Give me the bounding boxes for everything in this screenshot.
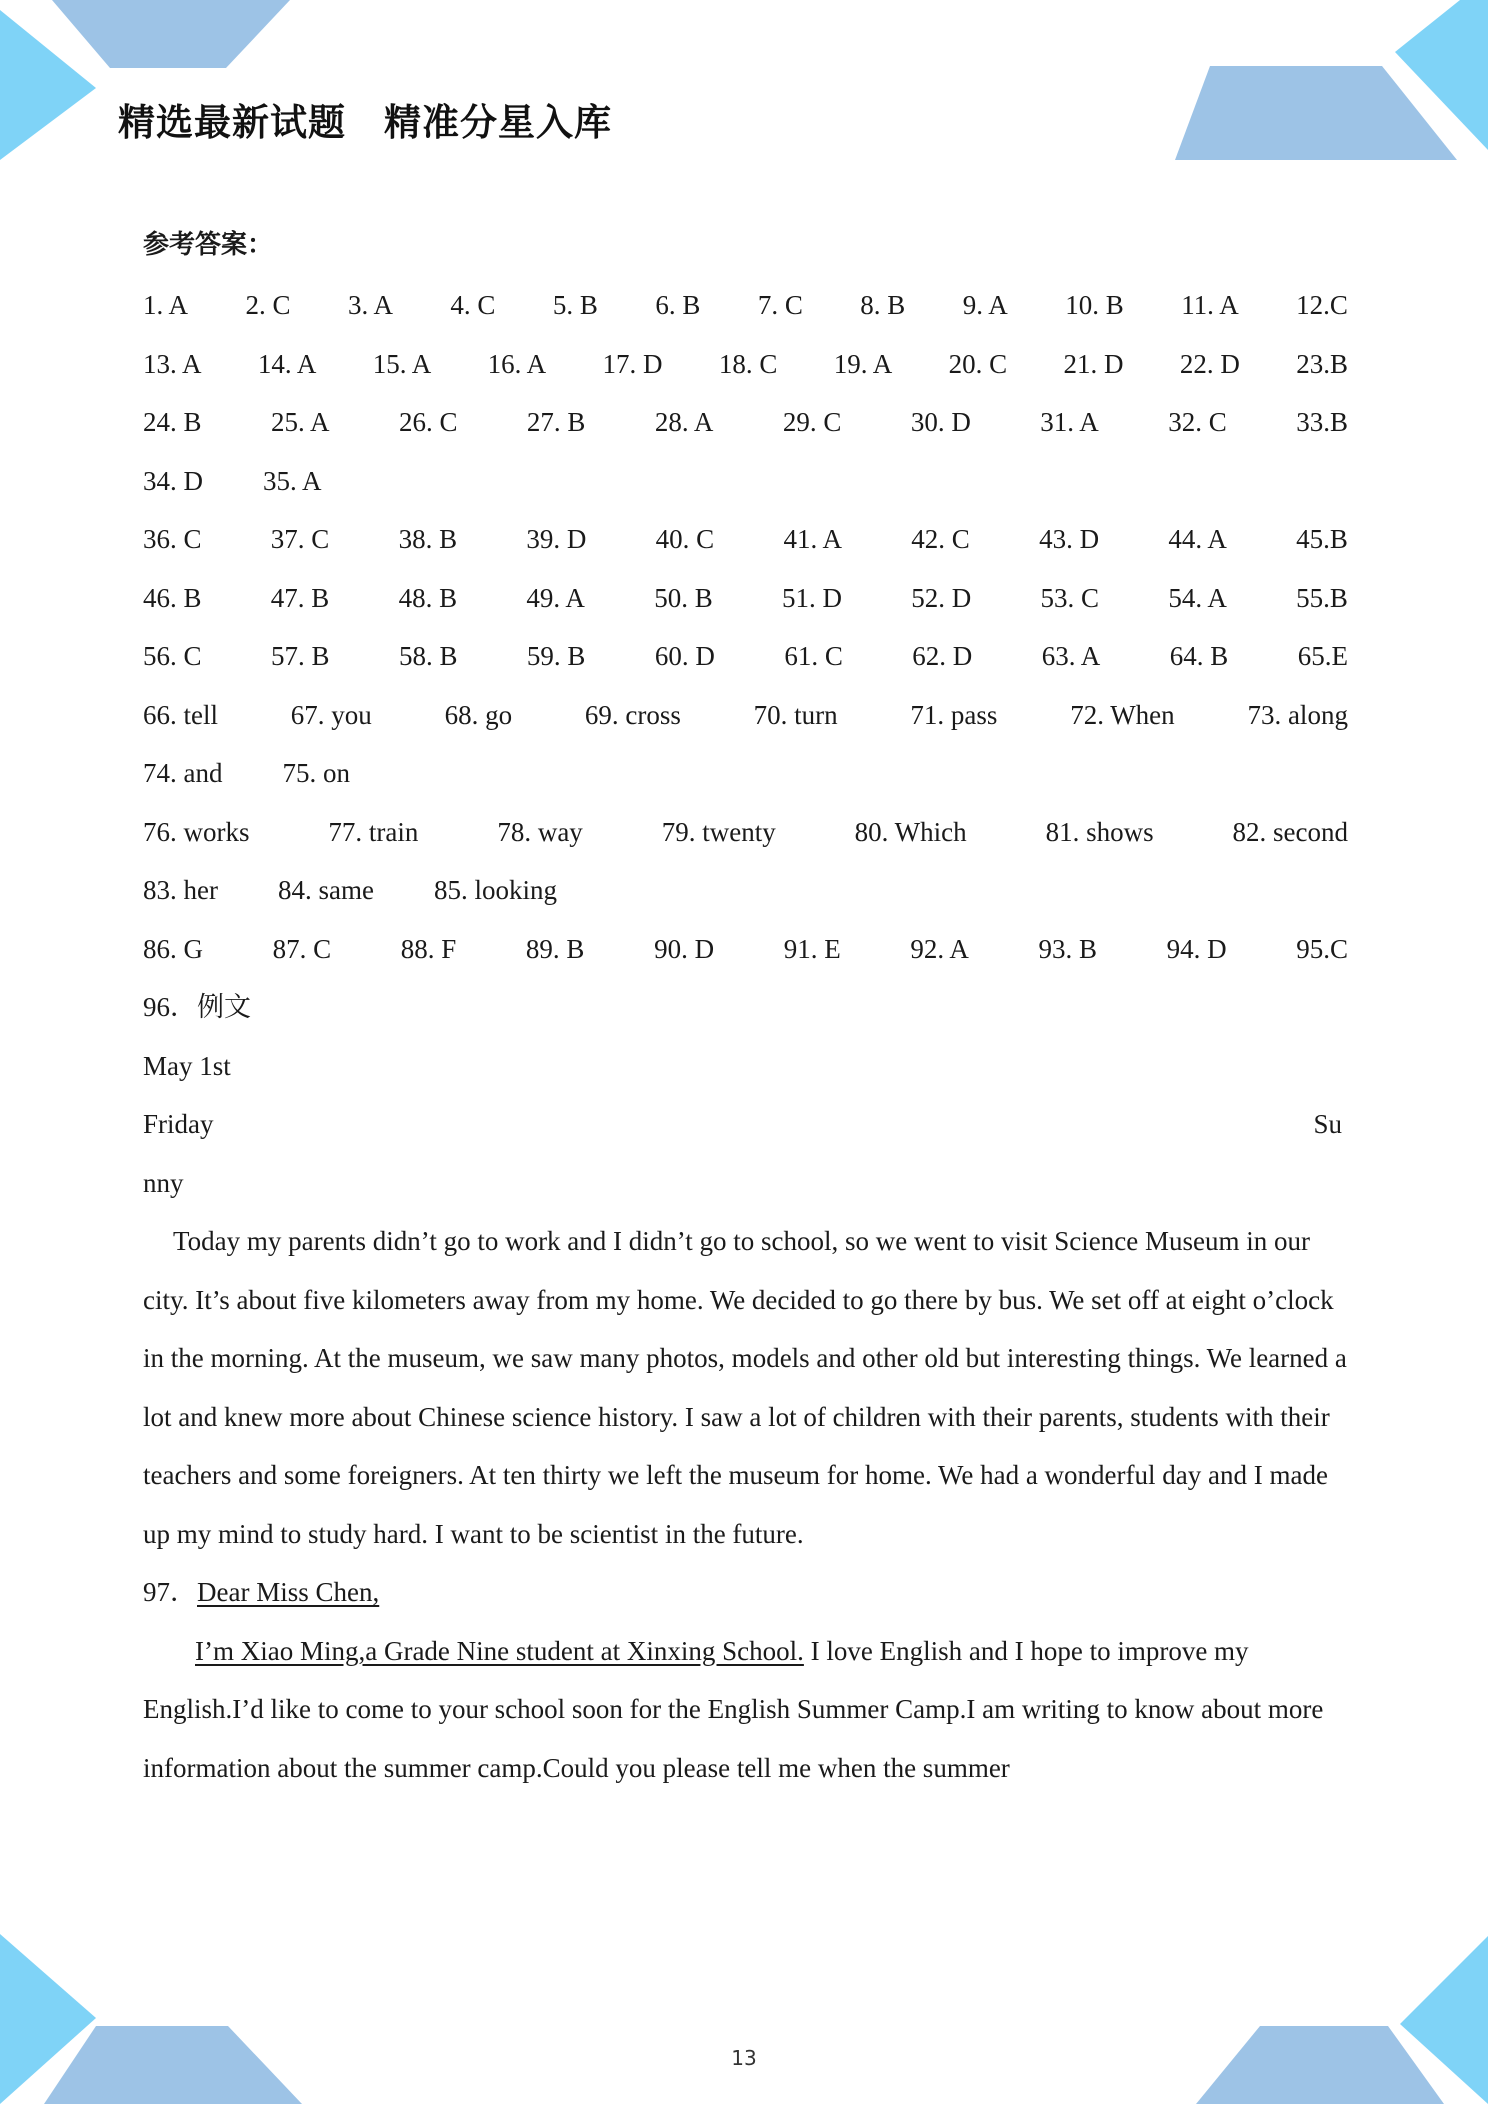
answer-item: 95.C xyxy=(1296,933,1348,964)
bottom-left-decoration xyxy=(0,1934,302,2104)
answer-item: 71. pass xyxy=(910,699,998,730)
answer-item: 36. C xyxy=(143,524,202,554)
answer-item: 21. D xyxy=(1063,348,1124,379)
answer-item: 46. B xyxy=(143,582,202,613)
answer-item: 65.E xyxy=(1297,641,1348,671)
answer-item: 66. tell xyxy=(143,699,218,730)
answer-item: 79. twenty xyxy=(661,816,776,847)
answer-item: 68. go xyxy=(444,699,513,730)
answer-item: 17. D xyxy=(602,348,663,379)
answer-item: 67. you xyxy=(290,699,372,730)
answer-item: 94. D xyxy=(1166,933,1227,964)
answer-item: 37. C xyxy=(270,524,330,554)
answer-item: 76. works xyxy=(143,816,250,847)
answer-item: 27. B xyxy=(526,407,586,437)
answer-item: 25. A xyxy=(270,407,330,437)
answer-item: 51. D xyxy=(781,582,842,613)
answer-item: 28. A xyxy=(654,407,714,437)
answer-row xyxy=(143,569,1348,628)
page-number: 13 xyxy=(731,2046,757,2070)
answer-item: 11. A xyxy=(1181,290,1239,320)
letter-97-salutation: Dear Miss Chen, xyxy=(197,1577,380,1607)
answer-item: 40. C xyxy=(655,524,715,554)
answer-item: 54. A xyxy=(1168,582,1227,613)
answer-row xyxy=(143,393,1348,452)
top-left-bar xyxy=(52,0,290,68)
answer-item: 52. D xyxy=(911,582,972,613)
answer-item: 18. C xyxy=(718,348,778,379)
answer-item: 57. B xyxy=(270,641,330,671)
answer-row xyxy=(143,686,1348,745)
header-title-part1: 精选最新试题 xyxy=(118,101,346,144)
answer-item: 19. A xyxy=(833,348,893,379)
answer-item: 90. D xyxy=(654,933,715,964)
top-right-trapezoid xyxy=(1175,66,1457,160)
answer-item: 1. A xyxy=(143,290,189,320)
answer-row xyxy=(143,861,1348,920)
answer-item: 20. C xyxy=(948,348,1008,379)
answer-item: 69. cross xyxy=(584,699,681,730)
answer-item: 32. C xyxy=(1168,407,1227,437)
essay-96-label: 96．例文 xyxy=(143,992,251,1022)
answer-item: 44. A xyxy=(1168,524,1227,554)
answer-item: 93. B xyxy=(1038,933,1097,964)
answer-item: 42. C xyxy=(911,524,970,554)
answer-item: 74. and xyxy=(143,758,223,788)
answer-item: 8. B xyxy=(860,290,906,320)
answer-item: 61. C xyxy=(784,641,843,671)
answer-item: 31. A xyxy=(1040,407,1099,437)
answer-item: 2. C xyxy=(245,290,291,320)
answer-item: 5. B xyxy=(552,290,598,320)
answer-row xyxy=(143,744,1348,803)
answer-item: 84. same xyxy=(277,875,374,905)
answer-row xyxy=(143,452,1348,511)
answer-row xyxy=(143,335,1348,394)
answer-row xyxy=(143,920,1348,979)
answer-item: 86. G xyxy=(143,933,203,964)
answer-item: 13. A xyxy=(143,348,202,379)
top-right-decoration xyxy=(1175,0,1488,160)
essay-96-day: Friday xyxy=(143,1109,214,1139)
answer-item: 35. A xyxy=(263,465,322,496)
letter-97-body-text: I love English and I hope to improve my English.I’d like to come to your school soon for the English Summer Camp.I am writing to know about more information about the summer camp.Could you please tell me when the summer xyxy=(143,1635,1324,1783)
letter-97-body xyxy=(143,1622,1348,1798)
answer-item: 48. B xyxy=(398,582,458,613)
answer-item: 3. A xyxy=(347,290,393,320)
essay-96-day-row xyxy=(143,1095,1348,1154)
answer-item: 60. D xyxy=(654,641,715,671)
answer-item: 15. A xyxy=(372,348,432,379)
answer-item: 14. A xyxy=(257,348,317,379)
essay-96-weather-start: Su xyxy=(1313,1109,1342,1139)
answer-row xyxy=(143,276,1348,335)
answer-item: 89. B xyxy=(525,933,585,964)
letter-97-intro: I’m Xiao Ming,a Grade Nine student at Xinxing School. xyxy=(195,1635,804,1666)
answer-item: 63. A xyxy=(1041,641,1101,671)
answer-item: 87. C xyxy=(272,933,332,964)
essay-96-body: Today my parents didn’t go to work and I didn’t go to school, so we went to visit Science Museum in our city. It’s about five kilometers away from my home. We decided to go there by bus. We set off at eight o’clock in the morning. At the museum, we saw many photos, models and other old but interesting things. We learned a lot and knew more about Chinese science history. I saw a lot of children with their parents, students with their teachers and some foreigners. At ten thirty we left the museum for home. We had a wonderful day and I made up my mind to study hard. I want to be scientist in the future. xyxy=(143,1226,1347,1549)
bottom-right-decoration xyxy=(1196,1936,1488,2104)
answer-item: 92. A xyxy=(910,933,969,964)
answer-item: 43. D xyxy=(1039,524,1100,554)
answer-key-heading: 参考答案： xyxy=(143,230,274,260)
answer-item: 34. D xyxy=(143,465,203,496)
answer-item: 7. C xyxy=(757,290,803,320)
answer-item: 73. along xyxy=(1247,699,1348,730)
answer-item: 91. E xyxy=(783,933,841,964)
answer-item: 50. B xyxy=(654,582,713,613)
letter-97-number: 97． xyxy=(143,1577,197,1607)
answer-item: 38. B xyxy=(398,524,458,554)
answer-item: 24. B xyxy=(143,407,202,437)
answer-item: 26. C xyxy=(398,407,458,437)
answer-item: 22. D xyxy=(1179,348,1240,379)
essay-96-weather-end: nny xyxy=(143,1167,184,1198)
answer-item: 72. When xyxy=(1070,699,1175,730)
answer-item: 47. B xyxy=(270,582,330,613)
answer-item: 29. C xyxy=(782,407,842,437)
answer-item: 23.B xyxy=(1296,348,1348,379)
answer-item: 78. way xyxy=(497,816,583,847)
answer-item: 81. shows xyxy=(1045,816,1154,847)
answer-item: 64. B xyxy=(1169,641,1229,671)
answer-item: 80. Which xyxy=(854,816,967,847)
answer-item: 12.C xyxy=(1296,290,1348,320)
answer-item: 62. D xyxy=(912,641,973,671)
letter-97-salutation-row xyxy=(143,1563,1348,1622)
answer-item: 33.B xyxy=(1296,407,1348,437)
answer-item: 9. A xyxy=(962,290,1008,320)
answer-item: 59. B xyxy=(526,641,586,671)
answer-item: 58. B xyxy=(398,641,458,671)
answer-row xyxy=(143,627,1348,686)
answer-item: 39. D xyxy=(526,524,587,554)
answer-item: 16. A xyxy=(487,348,547,379)
answer-item: 70. turn xyxy=(753,699,838,730)
answer-item: 49. A xyxy=(526,582,585,613)
header-title xyxy=(118,92,612,146)
answer-item: 30. D xyxy=(910,407,971,437)
answer-item: 41. A xyxy=(783,524,842,554)
answer-item: 83. her xyxy=(143,875,218,905)
answer-key xyxy=(143,276,1348,978)
answer-row xyxy=(143,803,1348,862)
answer-item: 77. train xyxy=(328,816,419,847)
answer-item: 53. C xyxy=(1040,582,1100,613)
answer-item: 82. second xyxy=(1232,816,1348,847)
answer-item: 88. F xyxy=(400,933,457,964)
answer-item: 4. C xyxy=(450,290,496,320)
answer-item: 6. B xyxy=(655,290,701,320)
page-content xyxy=(143,214,1348,1797)
answer-item: 85. looking xyxy=(433,875,557,905)
answer-item: 45.B xyxy=(1296,524,1348,554)
answer-item: 55.B xyxy=(1296,582,1348,613)
answer-item: 10. B xyxy=(1065,290,1124,320)
answer-item: 56. C xyxy=(143,641,202,671)
essay-96-date: May 1st xyxy=(143,1050,231,1081)
answer-item: 75. on xyxy=(282,758,350,788)
header-title-part2: 精准分星入库 xyxy=(384,101,612,144)
answer-row xyxy=(143,510,1348,569)
